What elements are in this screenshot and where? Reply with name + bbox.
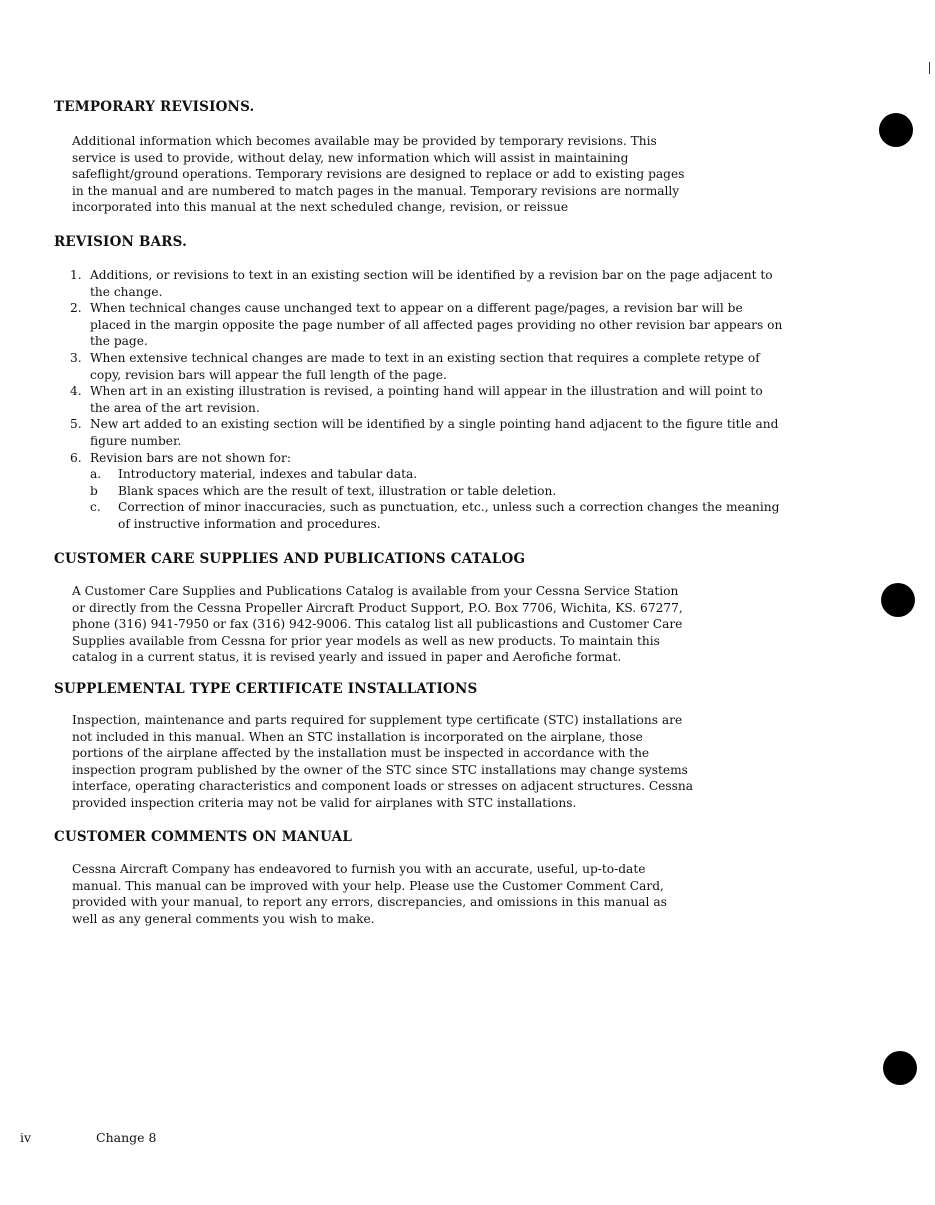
text-line: incorporated into this manual at the next scheduled change, revision, or reissue bbox=[72, 200, 569, 215]
list-item bbox=[60, 383, 800, 416]
heading-customer-comments: CUSTOMER COMMENTS ON MANUAL bbox=[54, 829, 353, 845]
heading-revision-bars: REVISION BARS. bbox=[54, 234, 188, 250]
list-item bbox=[60, 300, 800, 350]
binder-hole-middle bbox=[881, 583, 915, 617]
text-line: A Customer Care Supplies and Publications Catalog is available from your Cessna Service Station bbox=[72, 584, 679, 598]
list-number: 6. bbox=[70, 450, 82, 465]
text-line: catalog in a current status, it is revised yearly and issued in paper and Aerofiche format. bbox=[72, 650, 622, 665]
text-line: Inspection, maintenance and parts required for supplement type certificate (STC) installations are bbox=[72, 713, 683, 727]
list-item bbox=[60, 450, 800, 533]
text-line: the change. bbox=[90, 284, 163, 299]
list-number: 4. bbox=[70, 384, 82, 399]
list-number: 2. bbox=[70, 301, 82, 316]
list-letter: c. bbox=[90, 500, 101, 515]
text-line: service is used to provide, without delay, new information which will assist in maintaining bbox=[72, 150, 629, 165]
text-line: safeflight/ground operations. Temporary revisions are designed to replace or add to existing pages bbox=[72, 167, 685, 182]
text-line: Revision bars are not shown for: bbox=[90, 450, 291, 465]
text-line: Introductory material, indexes and tabular data. bbox=[118, 467, 418, 482]
paragraph-customer-comments bbox=[72, 861, 732, 927]
text-line: portions of the airplane affected by the installation must be inspected in accordance with the bbox=[72, 746, 650, 761]
text-line: figure number. bbox=[90, 433, 182, 448]
text-line: placed in the margin opposite the page number of all affected pages providing no other revision bar appears on bbox=[90, 317, 783, 332]
binder-hole-bottom bbox=[883, 1051, 917, 1085]
sublist-item bbox=[90, 499, 800, 532]
text-line: phone (316) 941-7950 or fax (316) 942-9006. This catalog list all publicastions and Customer Care bbox=[72, 617, 683, 632]
scan-mark bbox=[929, 62, 930, 74]
text-line: provided with your manual, to report any errors, discrepancies, and omissions in this manual as bbox=[72, 895, 667, 910]
text-line: When art in an existing illustration is revised, a pointing hand will appear in the illustration and will point to bbox=[90, 384, 763, 399]
heading-stc-installations: SUPPLEMENTAL TYPE CERTIFICATE INSTALLATIONS bbox=[54, 681, 478, 697]
text-line: the area of the art revision. bbox=[90, 400, 260, 415]
text-line: of instructive information and procedures. bbox=[118, 516, 381, 531]
text-line: the page. bbox=[90, 334, 148, 349]
text-line: When technical changes cause unchanged text to appear on a different page/pages, a revision bar will be bbox=[90, 301, 743, 316]
page-number: iv bbox=[20, 1130, 32, 1145]
heading-temporary-revisions: TEMPORARY REVISIONS. bbox=[54, 99, 255, 115]
text-line: Additional information which becomes available may be provided by temporary revisions. This bbox=[72, 134, 657, 148]
text-line: Supplies available from Cessna for prior year models as well as new products. To maintain this bbox=[72, 633, 660, 648]
revision-bars-sublist bbox=[90, 466, 800, 532]
text-line: in the manual and are numbered to match pages in the manual. Temporary revisions are normally bbox=[72, 183, 680, 198]
text-line: provided inspection criteria may not be valid for airplanes with STC installations. bbox=[72, 795, 577, 810]
list-item bbox=[60, 350, 800, 383]
sublist-item bbox=[90, 466, 800, 483]
text-line: not included in this manual. When an STC installation is incorporated on the airplane, those bbox=[72, 729, 643, 744]
text-line: Correction of minor inaccuracies, such as punctuation, etc., unless such a correction changes the meaning bbox=[118, 500, 780, 515]
list-number: 5. bbox=[70, 417, 82, 432]
list-number: 1. bbox=[70, 268, 82, 282]
text-line: well as any general comments you wish to make. bbox=[72, 911, 375, 926]
paragraph-customer-care-catalog bbox=[72, 583, 732, 666]
text-line: or directly from the Cessna Propeller Aircraft Product Support, P.O. Box 7706, Wichita, KS. 67277, bbox=[72, 600, 683, 615]
text-line: When extensive technical changes are made to text in an existing section that requires a complete retype of bbox=[90, 350, 760, 365]
text-line: interface, operating characteristics and component loads or stresses on adjacent structures. Cessna bbox=[72, 779, 693, 794]
list-letter: a. bbox=[90, 467, 102, 482]
text-line: inspection program published by the owner of the STC since STC installations may change systems bbox=[72, 762, 688, 777]
paragraph-stc-installations bbox=[72, 712, 732, 812]
text-line: copy, revision bars will appear the full length of the page. bbox=[90, 367, 447, 382]
text-line: Cessna Aircraft Company has endeavored to furnish you with an accurate, useful, up-to-date bbox=[72, 862, 646, 876]
change-number: Change 8 bbox=[96, 1130, 157, 1145]
text-line: New art added to an existing section will be identified by a single pointing hand adjacent to the figure title and bbox=[90, 417, 779, 432]
list-item bbox=[60, 267, 800, 300]
list-item bbox=[60, 416, 800, 449]
text-line: manual. This manual can be improved with your help. Please use the Customer Comment Card, bbox=[72, 878, 664, 893]
list-letter: b bbox=[90, 483, 98, 498]
text-line: Additions, or revisions to text in an existing section will be identified by a revision bar on the page adjacent to bbox=[90, 268, 773, 282]
sublist-item bbox=[90, 483, 800, 500]
text-line: Blank spaces which are the result of text, illustration or table deletion. bbox=[118, 483, 557, 498]
list-number: 3. bbox=[70, 350, 82, 365]
binder-hole-top bbox=[879, 113, 913, 147]
paragraph-temporary-revisions bbox=[72, 133, 732, 216]
revision-bars-list bbox=[60, 267, 800, 533]
heading-customer-care-catalog: CUSTOMER CARE SUPPLIES AND PUBLICATIONS CATALOG bbox=[54, 551, 526, 567]
